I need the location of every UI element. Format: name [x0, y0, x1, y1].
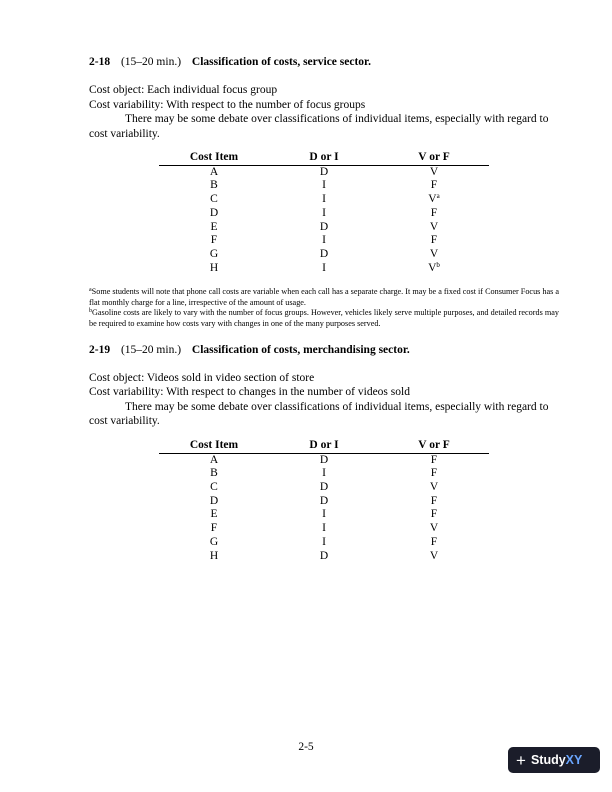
table-header-row	[159, 151, 489, 165]
variable-fixed-cell	[379, 262, 489, 276]
cost-item-cell: G	[209, 247, 219, 260]
cost-object-text: Cost object: Videos sold in video section of store	[89, 371, 315, 384]
table-row	[159, 207, 489, 221]
direct-indirect-cell: D	[319, 481, 329, 494]
cost-item-cell: B	[210, 179, 218, 192]
cost-item-cell: H	[209, 549, 219, 562]
studyxy-badge[interactable]	[508, 747, 600, 773]
direct-indirect-cell: D	[319, 494, 329, 507]
column-header: D or I	[269, 151, 379, 165]
direct-indirect-cell: D	[319, 247, 329, 260]
variable-fixed-value: V	[428, 261, 437, 274]
variable-fixed-cell	[379, 179, 489, 193]
classification-table-2-19	[159, 439, 489, 563]
table-row	[159, 550, 489, 564]
variable-fixed-value: V	[428, 193, 437, 206]
variable-fixed-cell	[379, 165, 489, 179]
direct-indirect-cell: I	[322, 261, 326, 274]
column-header: V or F	[379, 439, 489, 453]
cost-item-cell: G	[209, 535, 219, 548]
table-row	[159, 165, 489, 179]
table-row	[159, 508, 489, 522]
direct-indirect-cell: D	[319, 165, 329, 178]
direct-indirect-cell: I	[322, 467, 326, 480]
cost-item-cell: A	[209, 165, 219, 178]
section-number: 2-19	[89, 343, 111, 356]
table-row	[159, 536, 489, 550]
table-row	[159, 481, 489, 495]
direct-indirect-cell: I	[322, 206, 326, 219]
variable-fixed-cell	[379, 234, 489, 248]
table-row	[159, 234, 489, 248]
debate-note-text: There may be some debate over classifications of individual items, especially with regard to cost variability.	[89, 400, 549, 428]
footnote-text: Some students will note that phone call costs are variable when each call has a separate charge. It may be a fixed cost if Consumer Focus has a flat monthly charge for a line, irrespective of the amount of usage.	[89, 287, 559, 307]
badge-suffix: XY	[565, 753, 583, 767]
table-row	[159, 248, 489, 262]
footnote-text: Gasoline costs are likely to vary with the number of focus groups. However, vehicles likely serve multiple purposes, and detailed records may be required to examine how costs vary with changes in one of the many purposes served.	[89, 308, 559, 328]
page-content	[89, 55, 559, 563]
classification-table-2-18	[159, 151, 489, 275]
variable-fixed-cell	[379, 248, 489, 262]
section-title: Classification of costs, merchandising sector.	[191, 343, 410, 356]
section-heading-2-19	[89, 343, 559, 357]
cost-item-cell: D	[209, 206, 219, 219]
table-row	[159, 179, 489, 193]
table-row	[159, 221, 489, 235]
column-header: Cost Item	[159, 439, 269, 453]
column-header: Cost Item	[159, 151, 269, 165]
badge-prefix: Study	[530, 753, 566, 767]
footnote-marker: a	[436, 192, 440, 201]
section-heading-2-18	[89, 55, 559, 69]
cost-item-cell: E	[210, 508, 218, 521]
direct-indirect-cell: D	[319, 453, 329, 466]
variable-fixed-cell	[379, 193, 489, 207]
section-number: 2-18	[89, 56, 111, 68]
column-header: D or I	[269, 439, 379, 453]
direct-indirect-cell: I	[322, 535, 326, 548]
section-time: (15–20 min.)	[120, 56, 182, 68]
variable-fixed-value: F	[430, 234, 438, 247]
variable-fixed-cell: F	[430, 467, 438, 480]
variable-fixed-cell: F	[430, 494, 438, 507]
variable-fixed-value: F	[430, 206, 438, 219]
cost-item-cell: F	[210, 522, 218, 535]
cost-variability-text: Cost variability: With respect to the number of focus groups	[89, 98, 366, 111]
direct-indirect-cell: D	[319, 549, 329, 562]
variable-fixed-cell: F	[430, 508, 438, 521]
direct-indirect-cell: I	[322, 522, 326, 535]
variable-fixed-cell: V	[429, 522, 439, 535]
direct-indirect-cell: D	[319, 220, 329, 233]
variable-fixed-cell	[379, 221, 489, 235]
cost-object-text: Cost object: Each individual focus group	[89, 84, 278, 96]
variable-fixed-cell	[379, 207, 489, 221]
footnote-b	[89, 308, 559, 329]
table-row	[159, 467, 489, 481]
cost-item-cell: F	[210, 234, 218, 247]
variable-fixed-value: V	[429, 220, 439, 233]
variable-fixed-value: V	[429, 247, 439, 260]
cost-item-cell: D	[209, 494, 219, 507]
section-time: (15–20 min.)	[120, 343, 182, 356]
direct-indirect-cell: I	[322, 234, 326, 247]
table-row	[159, 495, 489, 509]
page-number: 2-5	[298, 741, 314, 753]
variable-fixed-cell: V	[429, 481, 439, 494]
variable-fixed-value: F	[430, 179, 438, 192]
debate-note-text: There may be some debate over classifications of individual items, especially with regard to cost variability.	[89, 113, 549, 140]
plus-icon: +	[516, 750, 526, 770]
footnote-marker: b	[436, 260, 440, 269]
direct-indirect-cell: I	[322, 193, 326, 206]
footnote-mark: a	[89, 287, 92, 294]
footnote-mark: b	[89, 308, 92, 315]
variable-fixed-cell: F	[430, 453, 438, 466]
cost-item-cell: E	[210, 220, 218, 233]
cost-item-cell: A	[209, 453, 219, 466]
table-row	[159, 193, 489, 207]
footnote-a	[89, 287, 559, 308]
cost-item-cell: C	[210, 193, 218, 206]
direct-indirect-cell: I	[322, 508, 326, 521]
variable-fixed-cell: F	[430, 535, 438, 548]
cost-item-cell: C	[210, 481, 218, 494]
variable-fixed-value: V	[429, 165, 439, 178]
variable-fixed-cell: V	[429, 549, 439, 562]
direct-indirect-cell: I	[322, 179, 326, 192]
column-header: V or F	[379, 151, 489, 165]
table-header-row	[159, 439, 489, 453]
cost-variability-text: Cost variability: With respect to changes in the number of videos sold	[89, 386, 410, 399]
table-row	[159, 522, 489, 536]
table-row	[159, 262, 489, 276]
table-row	[159, 453, 489, 467]
section-title: Classification of costs, service sector.	[191, 56, 371, 68]
cost-item-cell: H	[209, 261, 219, 274]
cost-item-cell: B	[210, 467, 218, 480]
